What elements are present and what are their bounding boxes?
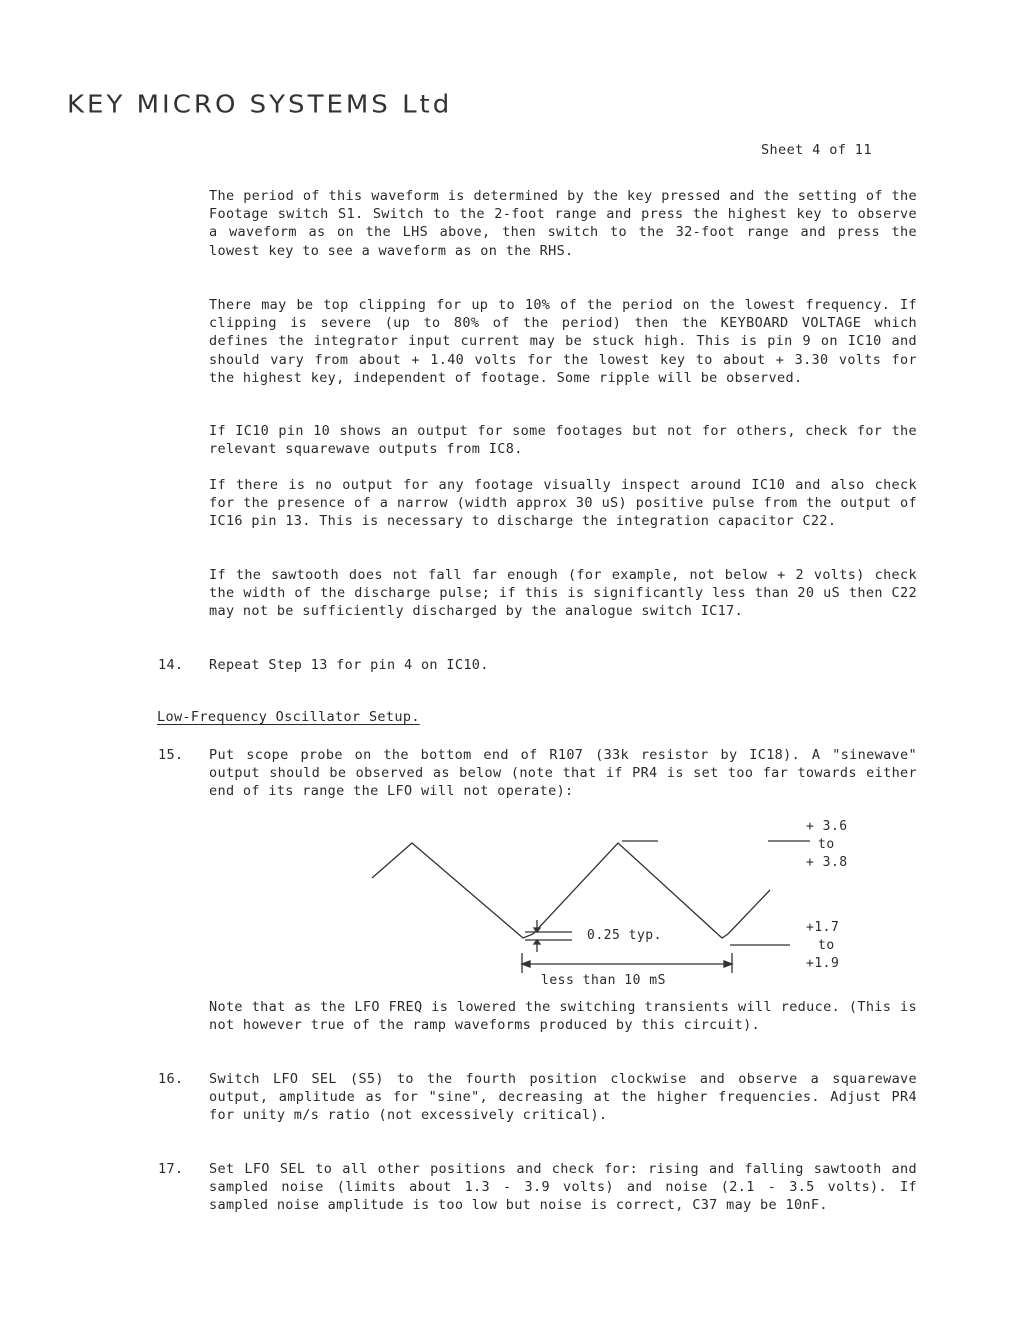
sheet-number: Sheet 4 of 11 [761,142,872,158]
note-switching-transients: Note that as the LFO FREQ is lowered the switching transients will reduce. (This is not however true of the ramp waveforms produced by this circuit). [209,999,917,1034]
top-level-value-2: + 3.8 [806,855,848,870]
lfo-waveform-diagram [360,815,880,995]
period-arrow-left [522,961,530,967]
period-label: less than 10 mS [541,973,666,988]
company-logo: KEY MICRO SYSTEMS Ltd [67,90,453,120]
step-16-number: 16. [158,1071,184,1087]
paragraph-sawtooth: If the sawtooth does not fall far enough (for example, not below + 2 volts) check the width of the discharge pulse; if this is significantly less than 20 uS then C22 may not be sufficiently discharged by the analogue switch IC17. [209,567,917,620]
step-17-text: Set LFO SEL to all other positions and check for: rising and falling sawtooth and sampled noise (limits about 1.3 - 3.9 volts) and noise (2.1 - 3.5 volts). If sampled noise amplitude is too low but noise is correct, C37 may be 10nF. [209,1161,917,1214]
paragraph-clipping: There may be top clipping for up to 10% of the period on the lowest frequency. If clipping is severe (up to 80% of the period) then the KEYBOARD VOLTAGE which defines the integrator input current may be stuck high. This is pin 9 on IC10 and should vary from about + 1.40 volts for the lowest key to about + 3.30 volts for the highest key, independent of footage. Some ripple will be observed. [209,297,917,386]
waveform-svg [360,815,880,995]
bottom-level-value-1: +1.7 [806,920,840,935]
paragraph-ic10-pin10: If IC10 pin 10 shows an output for some footages but not for others, check for the relevant squarewave outputs from IC8. [209,423,917,458]
top-level-value-1: + 3.6 [806,819,848,834]
period-arrow-right [724,961,732,967]
paragraph-no-output: If there is no output for any footage visually inspect around IC10 and also check for the presence of a narrow (width approx 30 uS) positive pulse from the output of IC16 pin 13. This is necessary to discharge the integration capacitor C22. [209,477,917,530]
step-15-number: 15. [158,747,184,763]
section-heading-lfo: Low-Frequency Oscillator Setup. [157,709,420,725]
step-16-text: Switch LFO SEL (S5) to the fourth position clockwise and observe a squarewave output, amplitude as for "sine", decreasing at the higher frequencies. Adjust PR4 for unity m/s ratio (not excessively critical). [209,1071,917,1124]
paragraph-period: The period of this waveform is determined by the key pressed and the setting of the Footage switch S1. Switch to the 2-foot range and press the highest key to observe a waveform as on the LHS above, then switch to the 32-foot range and press the lowest key to see a waveform as on the RHS. [209,188,917,259]
step-15-text: Put scope probe on the bottom end of R107 (33k resistor by IC18). A "sinewave" output should be observed as below (note that if PR4 is set too far towards either end of its range the LFO will not operate): [209,747,917,800]
step-size-label: 0.25 typ. [587,928,662,943]
step-14-text: Repeat Step 13 for pin 4 on IC10. [209,657,489,673]
top-level-to: to [818,837,835,852]
bottom-level-to: to [818,938,835,953]
bottom-level-value-2: +1.9 [806,956,840,971]
step-17-number: 17. [158,1161,184,1177]
step-14-number: 14. [158,657,184,673]
triangle-waveform [372,843,770,938]
